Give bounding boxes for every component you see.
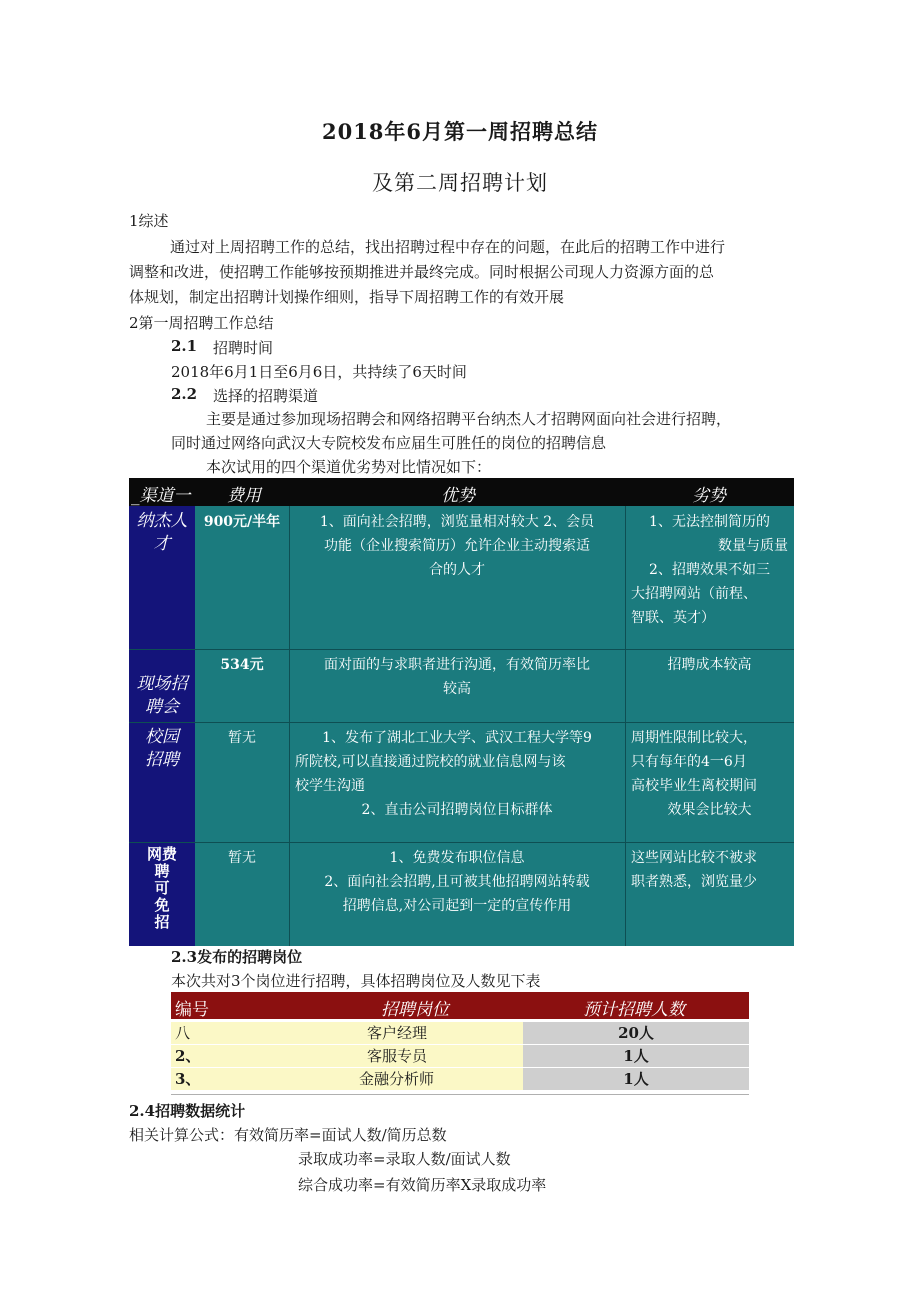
page-subtitle: 及第二周招聘计划 [372, 171, 548, 195]
header-cons: 劣势 [692, 486, 726, 506]
formula-overall-rate: 综合成功率=有效简历率X录取成功率 [298, 1176, 547, 1194]
table-row [171, 1068, 749, 1090]
formula-admission-rate: 录取成功率=录取人数/面试人数 [298, 1150, 511, 1168]
channel-pros [289, 649, 625, 722]
table-row [129, 649, 794, 722]
pros-line: 功能（企业搜索简历）允许企业主动搜索适 [324, 538, 590, 554]
cons-line: 1、无法控制简历的 [649, 514, 770, 530]
section-2-4-heading: 2.4招聘数据统计 [129, 1102, 246, 1120]
position-cell [171, 1022, 523, 1044]
cons-line: 职者熟悉，浏览量少 [631, 874, 757, 890]
position-count: 1人 [523, 1068, 749, 1090]
pros-line: 较高 [443, 681, 471, 697]
channel-name [129, 722, 195, 842]
header-channel: _渠道一 [131, 486, 191, 506]
section-2-3-heading: 2.3发布的招聘岗位 [171, 948, 303, 966]
pros-line: 1、免费发布职位信息 [389, 850, 525, 866]
section-2-1-text: 2018年6月1日至6月6日，共持续了6天时间 [171, 363, 467, 381]
channel-name-line: 才 [153, 534, 171, 554]
table-divider [129, 842, 794, 843]
channel-name-line: 现场招 [136, 674, 188, 694]
pros-line: 合的人才 [429, 562, 485, 578]
channel-name-line: 聘 [154, 862, 170, 880]
table-row [171, 1022, 749, 1044]
channel-name-line: 可 [154, 879, 170, 897]
position-cell [171, 1045, 523, 1067]
header-number: 编号 [175, 1000, 209, 1020]
header-count: 预计招聘人数 [583, 1000, 685, 1020]
pros-line: 1、面向社会招聘，浏览量相对较大 2、会员 [319, 514, 595, 530]
pros-line: 招聘信息,对公司起到一定的宣传作用 [342, 898, 572, 914]
channel-name [129, 649, 195, 722]
channel-pros [289, 842, 625, 946]
section-2-2-title: 选择的招聘渠道 [213, 387, 319, 405]
channel-comparison-table [129, 478, 794, 946]
pros-line: 面对面的与求职者进行沟通，有效简历率比 [324, 657, 590, 673]
channel-pros [289, 506, 625, 649]
cons-line: 智联、英才） [631, 610, 715, 626]
position-number: 2、 [175, 1047, 201, 1065]
table-row [171, 1045, 749, 1067]
position-cell [171, 1068, 523, 1090]
channel-cons [625, 842, 794, 946]
section-2-2-line-1: 主要是通过参加现场招聘会和网络招聘平台纳杰人才招聘网面向社会进行招聘， [206, 410, 732, 428]
section-1-line-2: 调整和改进，使招聘工作能够按预期推进并最终完成。同时根据公司现人力资源方面的总 [129, 263, 715, 281]
section-1-heading: 1综述 [129, 212, 169, 230]
table-bottom-rule [171, 1094, 749, 1095]
channel-cons [625, 506, 794, 649]
cons-line: 周期性限制比较大， [631, 730, 757, 746]
cons-line: 数量与质量 [718, 538, 788, 554]
section-2-2-line-3: 本次试用的四个渠道优劣势对比情况如下： [206, 458, 492, 476]
channel-cost: 暂无 [195, 842, 289, 946]
pros-line: 所院校,可以直接通过院校的就业信息网与该 [295, 754, 566, 770]
table-row [129, 722, 794, 842]
table-divider [129, 649, 794, 650]
channel-name-line: 校园 [145, 727, 179, 747]
section-2-1-number: 2.1 [171, 337, 198, 355]
position-count: 20人 [523, 1022, 749, 1044]
channel-cost: 暂无 [195, 722, 289, 842]
pros-line: 2、面向社会招聘,且可被其他招聘网站转载 [324, 874, 590, 890]
section-2-1-title: 招聘时间 [213, 339, 274, 357]
channel-cost: 900元/半年 [195, 506, 289, 649]
position-role: 金融分析师 [359, 1070, 435, 1088]
table-row [129, 842, 794, 946]
formula-effective-resume-rate: 相关计算公式：有效简历率=面试人数/简历总数 [129, 1126, 447, 1144]
position-role: 客服专员 [367, 1047, 428, 1065]
table-row [129, 506, 794, 649]
pros-line: 1、发布了湖北工业大学、武汉工程大学等9 [322, 730, 592, 746]
position-number: 3、 [175, 1070, 201, 1088]
channel-cons [625, 649, 794, 722]
header-position: 招聘岗位 [381, 1000, 449, 1020]
channel-name-line: 聘会 [145, 697, 179, 717]
header-cost: 费用 [227, 486, 261, 506]
pros-line: 2、直击公司招聘岗位目标群体 [361, 802, 553, 818]
channel-pros [289, 722, 625, 842]
position-number: 八 [175, 1024, 191, 1042]
channel-name-line: 免 [154, 896, 170, 914]
section-2-heading: 2第一周招聘工作总结 [129, 314, 274, 332]
position-role: 客户经理 [367, 1024, 428, 1042]
table-divider [129, 722, 794, 723]
table-divider [625, 506, 626, 946]
channel-name-line: 招聘 [145, 750, 179, 770]
section-2-3-text: 本次共对3个岗位进行招聘，具体招聘岗位及人数见下表 [171, 972, 541, 990]
channel-name-line: 网费 [146, 845, 177, 863]
table-divider [289, 506, 290, 946]
position-count: 1人 [523, 1045, 749, 1067]
positions-table-header [171, 992, 749, 1019]
cons-line: 2、招聘效果不如三 [649, 562, 770, 578]
channel-name [129, 506, 195, 649]
channel-name-line: 纳杰人 [136, 511, 188, 531]
channel-cons [625, 722, 794, 842]
section-2-2-line-2: 同时通过网络向武汉大专院校发布应届生可胜任的岗位的招聘信息 [171, 434, 607, 452]
page-title: 2018年6月第一周招聘总结 [321, 119, 599, 144]
channel-cost: 534元 [195, 649, 289, 722]
cons-line: 只有每年的4一6月 [631, 754, 747, 770]
cons-line: 效果会比较大 [667, 802, 752, 818]
section-2-2-number: 2.2 [171, 385, 198, 403]
cons-line: 这些网站比较不被求 [631, 850, 757, 866]
section-1-line-3: 体规划，制定出招聘计划操作细则，指导下周招聘工作的有效开展 [129, 288, 565, 306]
cons-line: 高校毕业生离校期间 [631, 778, 757, 794]
cons-line: 招聘成本较高 [667, 657, 752, 673]
channel-table-header [129, 478, 794, 506]
header-pros: 优势 [441, 486, 475, 506]
cons-line: 大招聘网站（前程、 [631, 586, 757, 602]
section-1-line-1: 通过对上周招聘工作的总结，找出招聘过程中存在的问题，在此后的招聘工作中进行 [170, 238, 726, 256]
channel-name-line: 招 [154, 913, 170, 931]
pros-line: 校学生沟通 [295, 778, 365, 794]
channel-name [129, 842, 195, 946]
